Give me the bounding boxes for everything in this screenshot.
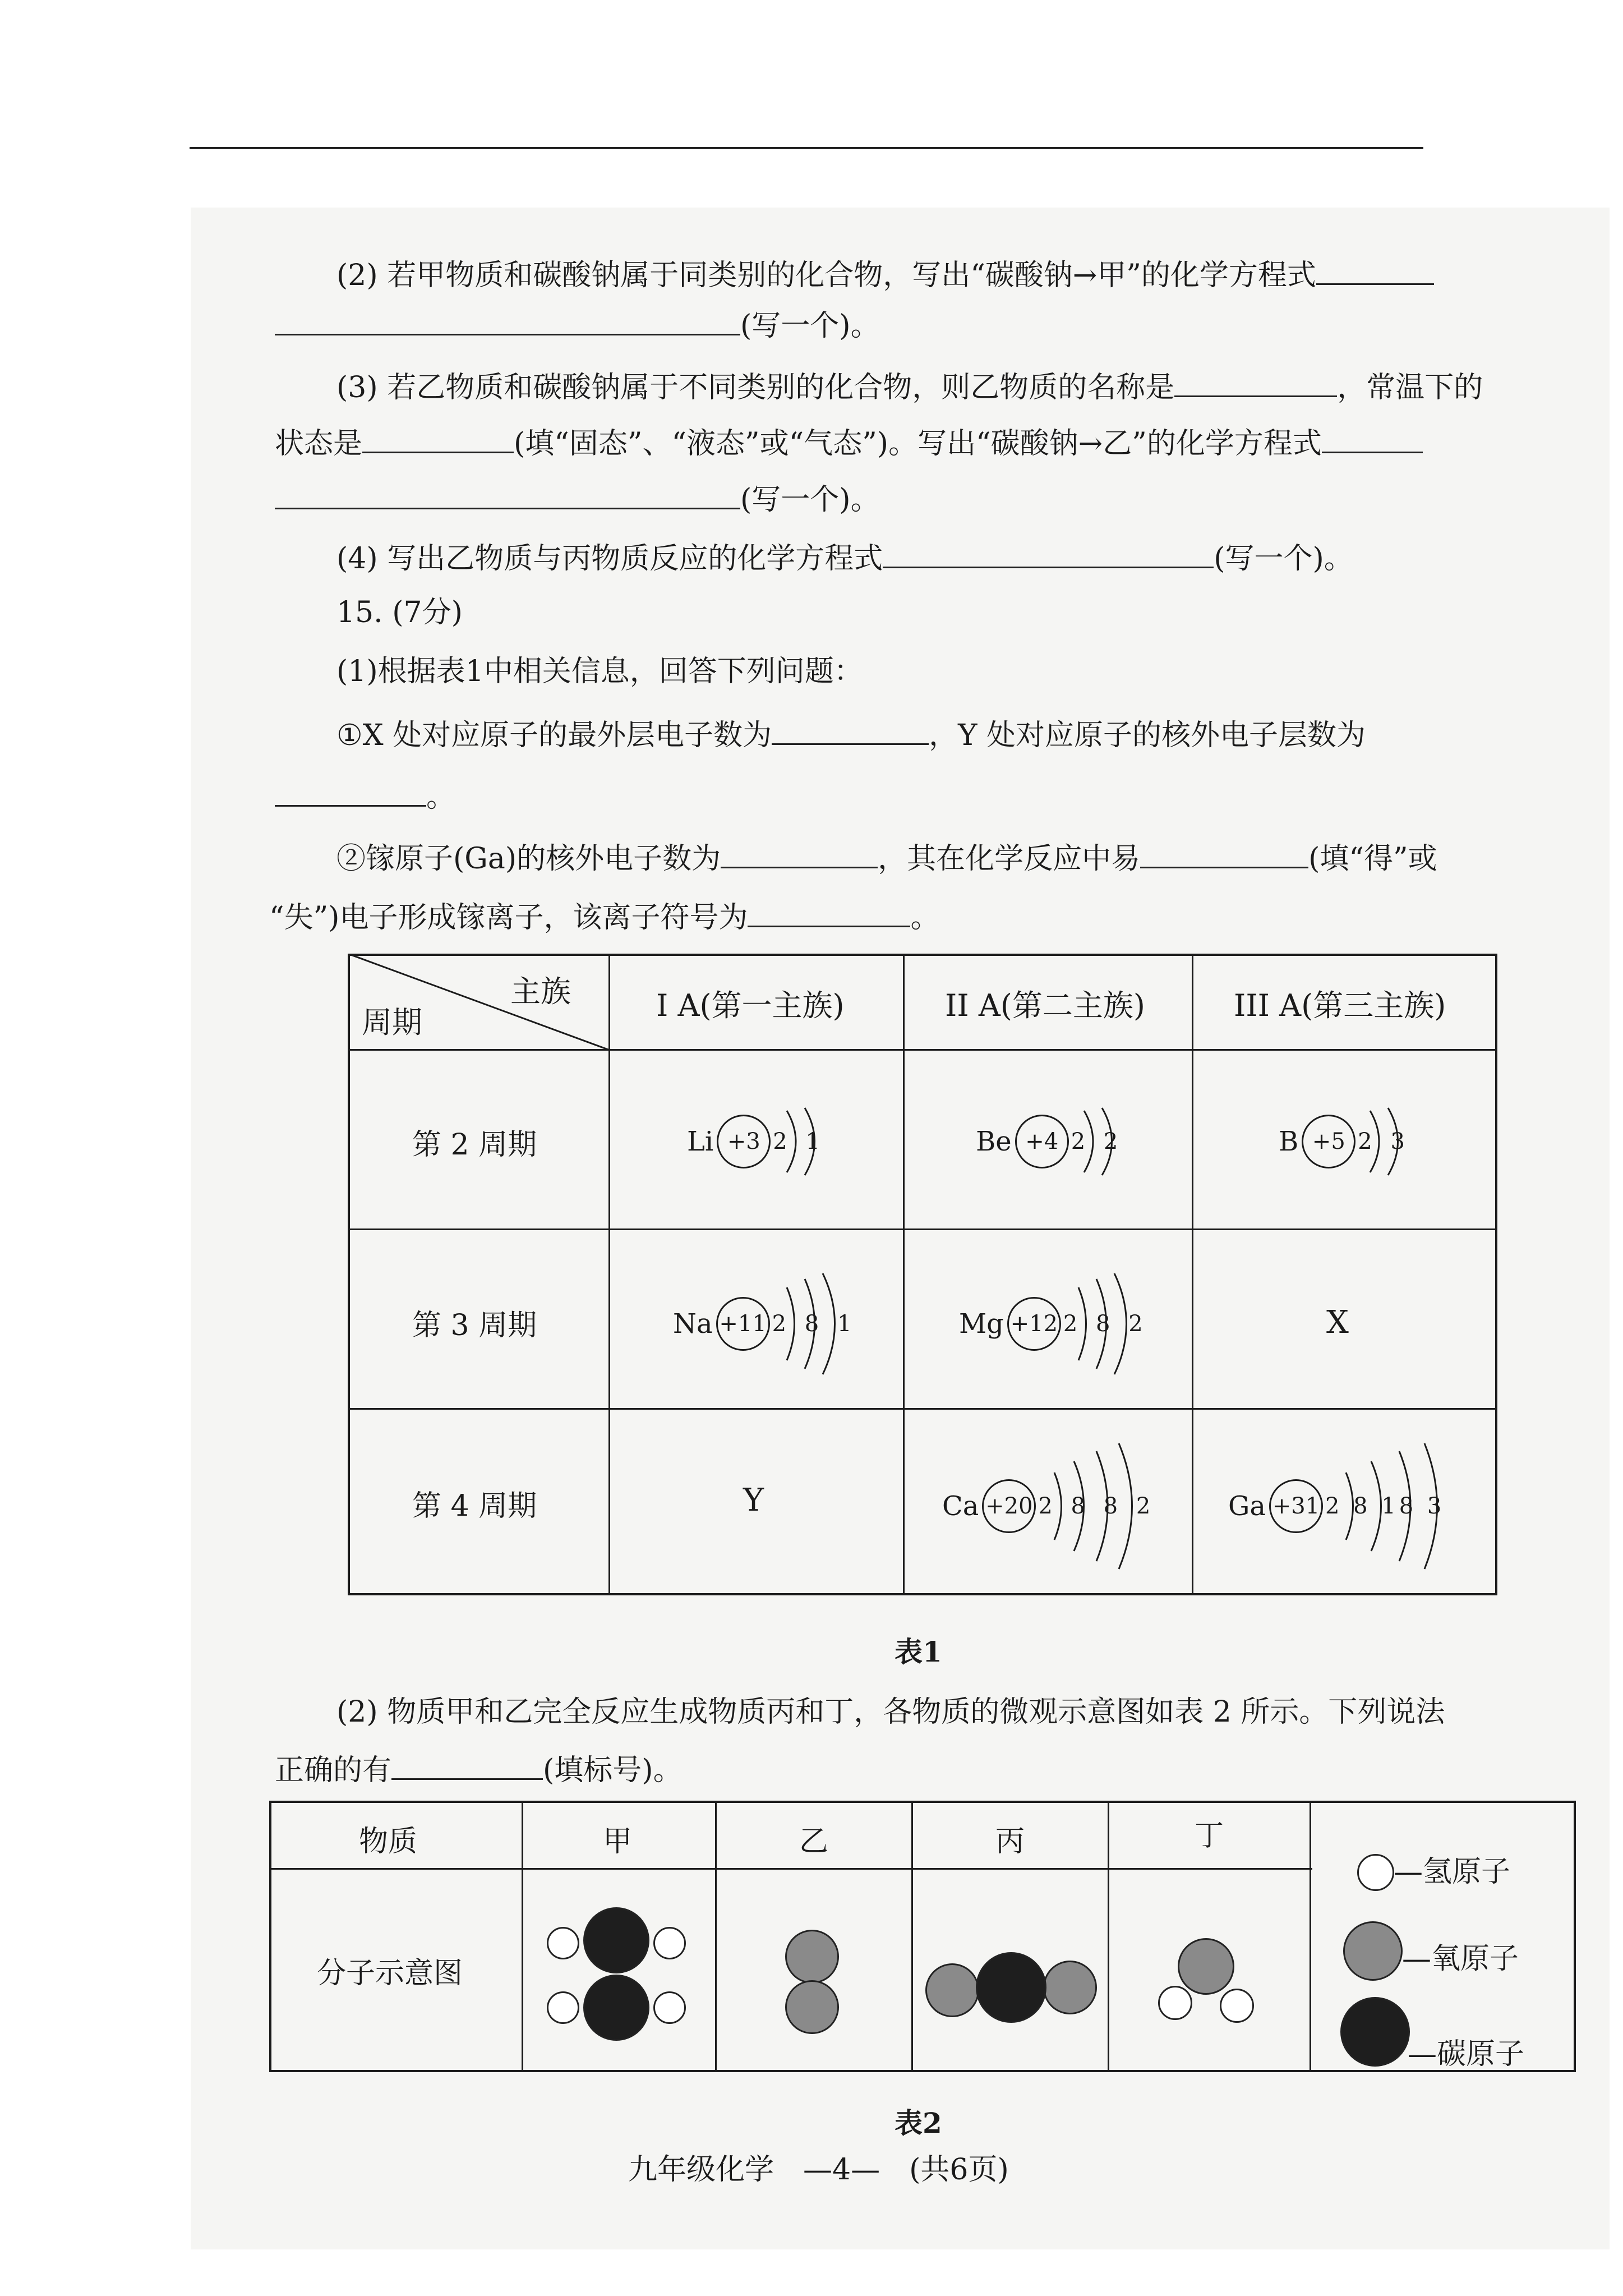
hydrogen-atom [547,1927,579,1959]
table2-rule [522,1801,523,2072]
q14-p4-text: (4) 写出乙物质与丙物质反应的化学方程式 [336,542,883,576]
top-rule [190,147,1423,149]
table2-border [269,2070,1576,2072]
electron-shells: 2 8 2 [1063,1311,1149,1337]
carbon-legend-icon [1340,1997,1410,2067]
table2-rule [1108,1801,1109,2072]
shell-arcs [782,1105,827,1178]
oxygen-legend-icon [1343,1921,1403,1981]
q15-part1: (1)根据表1中相关信息，回答下列问题： [336,655,863,688]
q14-p3-text3: (填“固态”、“液态”或“气态”)。写出“碳酸钠→乙”的化学方程式 [514,427,1322,461]
q14-p4-note: (写一个)。 [1214,542,1353,576]
q15-heading: 15. (7分) [336,596,463,629]
table1-col-header-1: I A(第一主族) [656,988,845,1023]
electron-shells: 2 8 1 [772,1311,857,1337]
answer-blank[interactable] [1140,839,1308,868]
answer-blank[interactable] [1322,424,1423,453]
answer-blank[interactable] [275,306,740,335]
table2-substance-ding: 丁 [1195,1819,1224,1853]
table2-border [269,1801,1576,1803]
table1-rule [348,1228,1497,1230]
nucleus-circle: +31 [1269,1479,1323,1533]
table2-rule [269,1868,1312,1870]
answer-blank[interactable] [362,424,514,453]
element-symbol: Li [687,1126,714,1157]
shell-arcs [1049,1439,1150,1573]
table1-rule [348,1408,1497,1410]
page-footer: 九年级化学 —4— (共6页) [628,2153,1009,2187]
table1-caption: 表1 [895,1635,942,1668]
table2-border [1574,1801,1576,2072]
nucleus-circle: +12 [1007,1297,1061,1351]
q14-p2-note: (写一个)。 [740,309,880,343]
table1-rule [1192,954,1193,1595]
table1-border [348,1593,1497,1595]
table1-row-header-4: 第 4 周期 [412,1489,537,1523]
q15-p2-text: 正确的有 [275,1754,392,1787]
table1-border [1495,954,1497,1595]
element-symbol: Ga [1228,1490,1266,1522]
oxygen-atom [785,1980,839,2034]
hydrogen-legend-icon [1357,1854,1394,1891]
q15-p2-note: (填标号)。 [543,1754,683,1787]
q14-p3-text: (3) 若乙物质和碳酸钠属于不同类别的化合物，则乙物质的名称是 [336,371,1175,404]
nucleus-circle: +5 [1302,1115,1355,1168]
q14-p2-text: (2) 若甲物质和碳酸钠属于同类别的化合物，写出“碳酸钠→甲”的化学方程式 [336,259,1316,292]
electron-shells: 2 3 [1358,1129,1410,1154]
unknown-x: X [1326,1304,1349,1341]
q15-sub2 [336,839,1437,877]
q14-p3-state-label: 状态是 [275,427,363,461]
q14-part3-cont2 [275,480,880,518]
table2-border [269,1801,271,2072]
q14-part3 [336,367,1483,406]
oxygen-atom [925,1963,979,2017]
legend-carbon-label: —碳原子 [1408,2037,1525,2071]
element-symbol: Be [976,1126,1012,1157]
q14-part2-cont [275,306,880,344]
table2-substance-bing: 丙 [995,1825,1025,1858]
shell-arcs [1366,1105,1410,1178]
electron-shells: 2 8 18 3 [1325,1493,1445,1519]
q15-s2-text3: (填“得”或 [1308,842,1437,876]
table1-col-header-2: II A(第二主族) [945,988,1145,1023]
q15-sub1 [336,715,1366,753]
q15-s1-text: ①X 处对应原子的最外层电子数为 [336,719,772,752]
q14-p3-note: (写一个)。 [740,483,880,517]
oxygen-atom [1043,1961,1097,2014]
carbon-atom [976,1952,1046,2023]
q15-sub2-cont [269,898,939,936]
answer-blank[interactable] [275,480,740,509]
table1-row-header-3: 第 3 周期 [412,1309,537,1342]
electron-shells: 2 1 [773,1129,826,1154]
q14-part3-cont [275,424,1423,462]
hydrogen-atom [547,1991,579,2024]
table1-rule [903,954,905,1595]
table1-corner-bottom: 周期 [362,1005,422,1040]
table2-header-label: 物质 [359,1825,418,1858]
answer-blank[interactable] [748,898,910,927]
q15-s2-text4: “失”)电子形成镓离子，该离子符号为 [269,901,748,935]
table2-row-label: 分子示意图 [317,1957,463,1990]
table2-substance-yi: 乙 [799,1825,829,1858]
table2-rule [911,1801,913,2072]
unknown-y: Y [743,1482,764,1519]
oxygen-atom [1178,1938,1234,1995]
legend-oxygen-label: —氧原子 [1402,1942,1519,1976]
carbon-atom [583,1975,649,2041]
element-symbol: Ca [942,1490,979,1522]
answer-blank[interactable] [721,839,878,868]
table1-col-header-3: III A(第三主族) [1234,988,1446,1023]
electron-shells: 2 8 8 2 [1038,1493,1156,1519]
shell-arcs [782,1271,850,1377]
q15-s1-text2: ，Y 处对应原子的核外电子层数为 [929,719,1366,752]
shell-arcs [1074,1271,1141,1377]
table2-rule [1310,1801,1311,2072]
q15-part2-cont [275,1750,683,1788]
answer-blank[interactable] [275,777,426,807]
table2-substance-jia: 甲 [603,1825,633,1858]
shell-arcs [1340,1439,1453,1573]
answer-blank[interactable] [772,715,929,745]
hydrogen-atom [1158,1986,1192,2020]
q15-s2-text: ②镓原子(Ga)的核外电子数为 [336,842,721,876]
element-symbol: Mg [959,1308,1004,1340]
table2-caption: 表2 [895,2106,942,2139]
legend-hydrogen-label: —氢原子 [1394,1855,1511,1889]
table1-row-header-2: 第 2 周期 [412,1128,537,1162]
answer-blank[interactable] [1174,367,1337,397]
q15-part2: (2) 物质甲和乙完全反应生成物质丙和丁，各物质的微观示意图如表 2 所示。下列说法 [336,1695,1445,1729]
answer-blank[interactable] [391,1750,543,1780]
element-symbol: Na [673,1308,713,1340]
q15-s1-end: 。 [426,780,456,814]
q14-part2 [336,255,1434,293]
q14-part4 [336,539,1353,577]
nucleus-circle: +20 [982,1479,1036,1533]
hydrogen-atom [1220,1989,1254,2023]
nucleus-circle: +11 [716,1297,770,1351]
nucleus-circle: +3 [717,1115,771,1168]
q14-p3-text2: ，常温下的 [1337,371,1483,404]
table2-rule [715,1801,717,2072]
table1-corner-top: 主族 [510,974,571,1009]
q15-sub1-cont [275,777,455,815]
answer-blank[interactable] [1316,255,1434,285]
answer-blank[interactable] [883,539,1214,568]
oxygen-atom [785,1930,839,1984]
hydrogen-atom [653,1991,686,2024]
hydrogen-atom [653,1927,686,1959]
carbon-atom [583,1907,649,1973]
q15-s2-end: 。 [910,901,940,935]
nucleus-circle: +4 [1015,1115,1069,1168]
shell-arcs [1080,1105,1124,1178]
q15-s2-text2: ，其在化学反应中易 [878,842,1141,876]
electron-shells: 2 2 [1071,1129,1124,1154]
element-symbol: B [1279,1126,1299,1157]
